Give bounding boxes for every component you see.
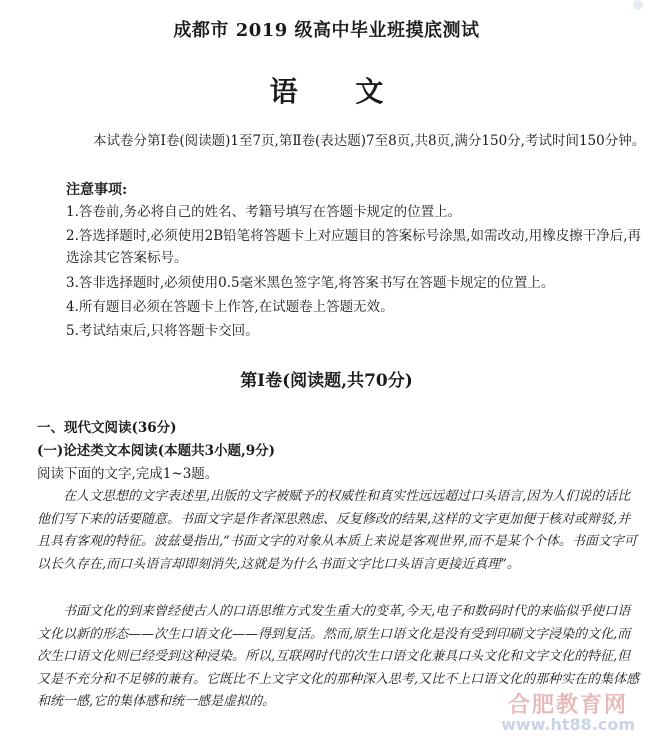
watermark-url: www.ht88.com	[501, 715, 635, 734]
site-watermark	[501, 688, 635, 734]
section-title: 第Ⅰ卷(阅读题,共70分)	[240, 371, 413, 391]
notice-item: 4.所有题目必须在答题卡上作答,在试题卷上答题无效。	[66, 299, 394, 315]
reading-instruction: 阅读下面的文字,完成1~3题。	[37, 466, 219, 482]
notice-item: 5.考试结束后,只将答题卡交回。	[66, 323, 259, 339]
notice-heading: 注意事项:	[66, 182, 128, 198]
intro-paragraph: 本试卷分第Ⅰ卷(阅读题)1至7页,第Ⅱ卷(表达题)7至8页,共8页,满分150分,考试时间150分钟。	[93, 133, 646, 149]
notice-item: 3.答非选择题时,必须使用0.5毫米黑色签字笔,将答案书写在答题卡规定的位置上。	[66, 275, 555, 291]
corner-icon	[633, 0, 643, 10]
passage-paragraph: 在人文思想的文字表述里,出版的文字被赋予的权威性和真实性远远超过口头语言,因为人们说的话比他们写下来的话要随意。书面文字是作者深思熟虑、反复修改的结果,这样的文字更加便于核对或辩驳,并且具有客观的特征。波兹曼指出,“书面文字的对象从本质上来说是客观世界,而不是某个个体。书面文字可以长久存在,而口头语言却即刻消失,这就是为什么书面文字比口头语言更接近真理”。	[37, 489, 637, 572]
watermark-text: 合肥教育网	[508, 693, 629, 718]
subject-title: 语 文	[269, 75, 408, 108]
notice-item: 1.答卷前,务必将自己的姓名、考籍号填写在答题卡规定的位置上。	[66, 204, 462, 220]
part-heading: 一、现代文阅读(36分)	[37, 420, 177, 436]
passage-paragraph: 书面文化的到来曾经使古人的口语思维方式发生重大的变革,今天,电子和数码时代的来临似乎使口语文化以新的形态——次生口语文化——得到复活。然而,原生口语文化是没有受到印刷文字浸染的文化,而次生口语文化则已经受到这种浸染。所以,互联网时代的次生口语文化兼具口头文化和文字文化的特征,但又是不充分和不足够的兼有。它既比不上文字文化的那种深入思考,又比不上口语文化的那种实在的集体感和统一感,它的集体感和统一感是虚拟的。	[37, 604, 640, 709]
exam-title: 成都市 2019 级高中毕业班摸底测试	[173, 20, 480, 41]
notice-item: 2.答选择题时,必须使用2B铅笔将答题卡上对应题目的答案标号涂黑,如需改动,用橡皮擦干净后,再选涂其它答案标号。	[66, 228, 642, 266]
sub-heading: (一)论述类文本阅读(本题共3小题,9分)	[37, 443, 276, 459]
